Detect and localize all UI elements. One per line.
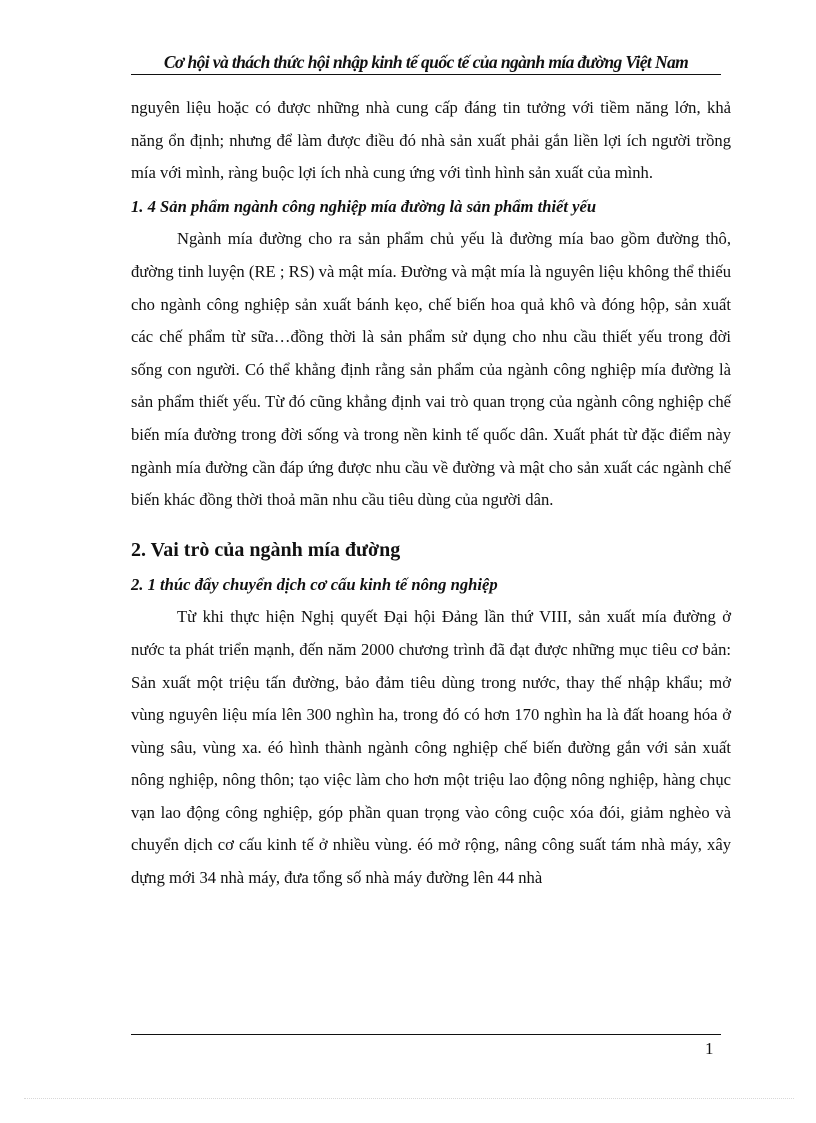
page-body: [131, 92, 731, 895]
subsection-heading-2-1: 2. 1 thúc đẩy chuyển dịch cơ cấu kinh tế nông nghiệp: [131, 574, 498, 594]
section-heading-2: 2. Vai trò của ngành mía đường: [131, 538, 401, 561]
page-number: 1: [705, 1039, 714, 1058]
running-header: Cơ hội và thách thức hội nhập kinh tế quốc tế của ngành mía đường Việt Nam: [131, 52, 721, 75]
subsection-heading-1-4: 1. 4 Sản phẩm ngành công nghiệp mía đường là sản phẩm thiết yếu: [131, 196, 597, 216]
paragraph-essential-products: Ngành mía đường cho ra sản phẩm chủ yếu là đường mía bao gồm đường thô, đường tinh luyện (RE ; RS) và mật mía. Đường và mật mía là nguyên liệu không thể thiếu cho ngành công nghiệp sản xuất bánh kẹo, chế biến hoa quả khô và đóng hộp, sản xuất các chế phẩm từ sữa…đồng thời là sản phẩm sử dụng cho nhu cầu thiết yếu trong đời sống con người. Có thể khẳng định rằng sản phẩm của ngành công nghiệp mía đường là sản phẩm thiết yếu. Từ đó cũng khẳng định vai trò quan trọng của ngành công nghiệp chế biến mía đường trong đời sống và trong nền kinh tế quốc dân. Xuất phát từ đặc điểm này ngành mía đường cần đáp ứng được nhu cầu về đường và mật cho sản xuất các ngành chế biến khác đồng thời thoả mãn nhu cầu tiêu dùng của người dân.: [131, 229, 731, 510]
page-edge-divider: [24, 1098, 794, 1099]
footer-divider: [131, 1034, 721, 1035]
paragraph-continuation: nguyên liệu hoặc có được những nhà cung cấp đáng tin tưởng với tiềm năng lớn, khả năng ổn định; nhưng để làm được điều đó nhà sản xuất phải gắn liền lợi ích người trồng mía với mình, ràng buộc lợi ích nhà cung ứng với tình hình sản xuất của mình.: [131, 98, 731, 183]
paragraph-structural-shift: Từ khi thực hiện Nghị quyết Đại hội Đảng lần thứ VIII, sản xuất mía đường ở nước ta phát triển mạnh, đến năm 2000 chương trình đã đạt được những mục tiêu cơ bản: Sản xuất một triệu tấn đường, bảo đảm tiêu dùng trong nước, thay thế nhập khẩu; mở vùng nguyên liệu mía lên 300 nghìn ha, trong đó có hơn 170 nghìn ha là đất hoang hóa ở vùng sâu, vùng xa. éó hình thành ngành công nghiệp chế biến đường gắn với sản xuất nông nghiệp, nông thôn; tạo việc làm cho hơn một triệu lao động nông nghiệp, hàng chục vạn lao động công nghiệp, góp phần quan trọng vào công cuộc xóa đói, giảm nghèo và chuyển dịch cơ cấu kinh tế ở nhiều vùng. éó mở rộng, nâng công suất tám nhà máy, xây dựng mới 34 nhà máy, đưa tổng số nhà máy đường lên 44 nhà: [131, 607, 731, 888]
